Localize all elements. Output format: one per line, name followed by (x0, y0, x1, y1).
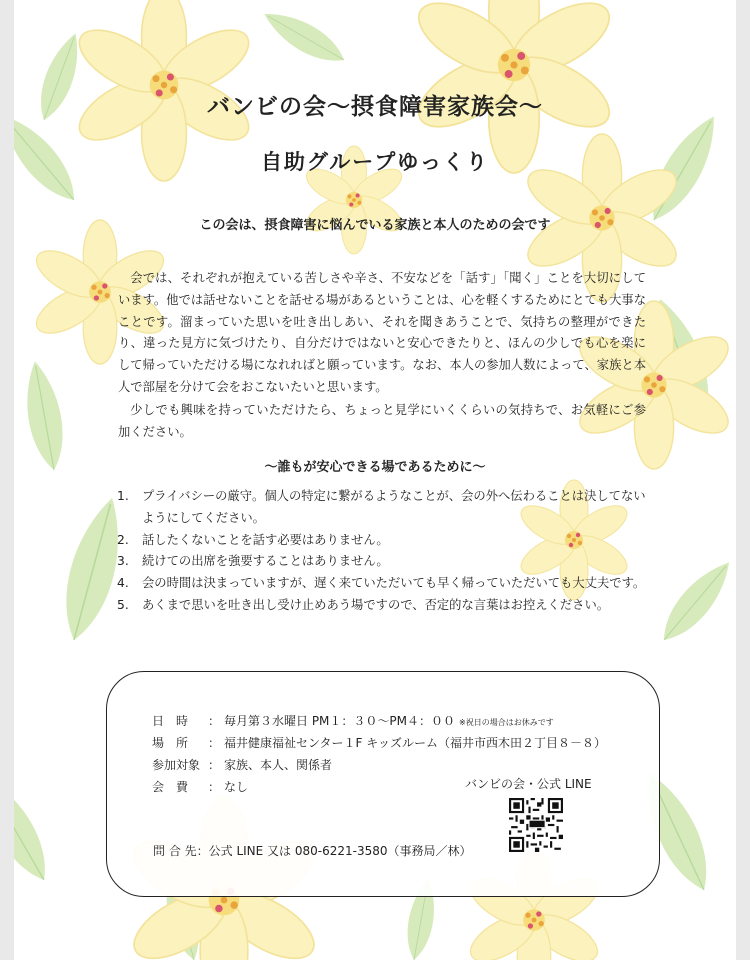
rule-text: 話したくないことを話す必要はありません。 (142, 532, 389, 547)
rule-item (114, 595, 650, 617)
info-fee-row (152, 778, 248, 795)
info-target-row (152, 756, 332, 773)
qr-code-icon[interactable] (509, 798, 563, 852)
info-place-value: 福井健康福祉センター１F キッズルーム（福井市西木田２丁目８－８） (224, 736, 606, 750)
rule-item (114, 530, 650, 552)
rule-number: 4. (117, 576, 129, 591)
info-date-value: 毎月第３水曜日 PM１：３０〜PM４：００ (224, 714, 455, 728)
info-date-row (152, 712, 554, 729)
page-subtitle: 自助グループゆっくり (260, 150, 490, 174)
info-place-row (152, 734, 606, 751)
rule-number: 1. (117, 489, 129, 503)
rules-list (114, 486, 650, 617)
contact-info: 問 合 先：公式 LINE 又は 080-6221-3580（事務局／林） (153, 844, 472, 858)
rule-number: 5. (117, 597, 129, 612)
rule-text: 続けての出席を強要することはありません。 (142, 554, 389, 569)
rule-text: あくまで思いを吐き出し受け止めあう場ですので、否定的な言葉はお控えください。 (142, 597, 610, 612)
rule-item (114, 486, 650, 530)
line-official-label: バンビの会・公式 LINE (465, 777, 592, 791)
invitation-paragraph: 少しでも興味を持っていただけたら、ちょっと見学にいくくらいの気持ちで、お気軽にご参加ください。 (118, 403, 646, 439)
document-page (14, 0, 736, 960)
separator: ： (207, 736, 220, 750)
info-fee-label: 会費 (152, 780, 201, 794)
section-heading: 〜誰もが安心できる場であるために〜 (264, 460, 486, 475)
info-fee-value: なし (224, 780, 249, 794)
separator: ： (207, 780, 220, 794)
info-place-label: 場所 (152, 736, 201, 750)
info-target-label: 参加対象 (152, 758, 201, 772)
info-target-value: 家族、本人、関係者 (224, 758, 333, 772)
intro-paragraph: 会では、それぞれが抱えている苦しさや辛さ、不安などを「話す」「聞く」ことを大切にしています。他では話せないことを話せる場があるということは、心を軽くするためにとても大事なことです。溜まっていた思いを吐き出しあい、それを聞きあうことで、気持ちの整理ができたり、違った見方に気づけたり、自分だけではないと安心できたりと、ほんの少しでも心を楽にして帰っていただける場になれればと願っています。なお、本人の参加人数によって、家族と本人で部屋を分けて会をおこないたいと思います。 (118, 271, 646, 394)
info-date-label: 日時 (152, 714, 201, 728)
rule-text: 会の時間は決まっていますが、遅く来ていただいても早く帰っていただいても大丈夫です。 (142, 576, 646, 591)
info-date-note: ※祝日の場合はお休みです (459, 718, 554, 727)
rule-number: 3. (117, 554, 129, 569)
separator: ： (207, 758, 220, 772)
page-title: バンビの会〜摂食障害家族会〜 (207, 94, 543, 120)
separator: ： (207, 714, 220, 728)
rule-item (114, 551, 650, 573)
rule-item (114, 573, 650, 595)
rule-number: 2. (117, 532, 129, 547)
rule-text: プライバシーの厳守。個人の特定に繋がるようなことが、会の外へ伝わることは決してないようにしてください。 (142, 489, 646, 525)
document-content (14, 0, 736, 960)
lead-text: この会は、摂食障害に悩んでいる家族と本人のための会です (199, 218, 551, 233)
info-box (106, 671, 660, 897)
